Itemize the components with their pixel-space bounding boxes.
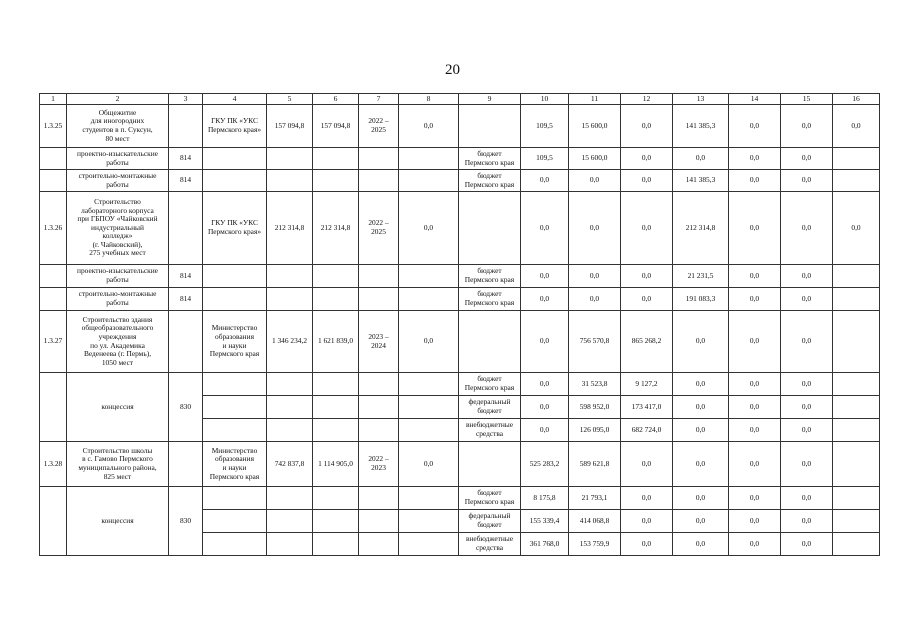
table-cell: Министерство образования и науки Пермского края (203, 442, 267, 487)
table-cell: 814 (169, 265, 203, 288)
amount-cell: 9 127,2 (621, 373, 673, 396)
table-cell (267, 487, 313, 510)
table-cell (359, 170, 399, 192)
amount-cell: 0,0 (781, 533, 833, 556)
kbk-code: 830 (169, 487, 203, 556)
table-cell: 0,0 (621, 442, 673, 487)
table-cell (203, 487, 267, 510)
table-cell (359, 487, 399, 510)
funding-source: внебюджетные средства (459, 533, 521, 556)
table-cell (267, 373, 313, 396)
table-cell: 0,0 (729, 442, 781, 487)
table-cell (169, 311, 203, 373)
table-cell (267, 419, 313, 442)
table-cell: 0,0 (833, 105, 880, 148)
table-cell: 15 600,0 (569, 148, 621, 170)
column-header: 5 (267, 94, 313, 105)
table-cell (359, 510, 399, 533)
amount-cell: 0,0 (621, 487, 673, 510)
table-cell: бюджет Пермского края (459, 170, 521, 192)
table-cell (359, 419, 399, 442)
table-cell: 0,0 (621, 170, 673, 192)
table-cell (203, 288, 267, 311)
amount-cell: 0,0 (673, 419, 729, 442)
table-cell (833, 487, 880, 510)
amount-cell: 0,0 (673, 487, 729, 510)
column-header: 1 (40, 94, 67, 105)
table-cell: 525 283,2 (521, 442, 569, 487)
column-header: 3 (169, 94, 203, 105)
amount-cell: 414 068,8 (569, 510, 621, 533)
table-cell (203, 373, 267, 396)
table-cell: 742 837,8 (267, 442, 313, 487)
table-cell (359, 533, 399, 556)
table-row (40, 288, 880, 311)
amount-cell: 0,0 (673, 510, 729, 533)
table-cell: 0,0 (399, 192, 459, 265)
table-cell: 141 385,3 (673, 105, 729, 148)
table-cell (313, 533, 359, 556)
table-cell: 814 (169, 148, 203, 170)
table-cell (399, 419, 459, 442)
table-cell: 0,0 (729, 148, 781, 170)
amount-cell: 0,0 (729, 487, 781, 510)
table-cell (169, 442, 203, 487)
table-cell: 0,0 (521, 288, 569, 311)
table-cell: 0,0 (621, 265, 673, 288)
table-cell (313, 170, 359, 192)
table-cell: 109,5 (521, 105, 569, 148)
table-cell: 2022 – 2025 (359, 192, 399, 265)
table-cell (399, 373, 459, 396)
table-cell (40, 148, 67, 170)
amount-cell: 126 095,0 (569, 419, 621, 442)
amount-cell: 173 417,0 (621, 396, 673, 419)
table-cell (833, 265, 880, 288)
table-cell: 0,0 (569, 192, 621, 265)
table-cell (833, 442, 880, 487)
table-cell: 212 314,8 (313, 192, 359, 265)
table-cell: 0,0 (621, 148, 673, 170)
amount-cell: 0,0 (729, 533, 781, 556)
table-cell (203, 510, 267, 533)
table-cell: 0,0 (399, 311, 459, 373)
table-cell: Строительство школы в с. Гамово Пермского муниципального района, 825 мест (67, 442, 169, 487)
table-cell (313, 487, 359, 510)
table-cell: ГКУ ПК «УКС Пермского края» (203, 192, 267, 265)
table-cell (313, 148, 359, 170)
column-header: 9 (459, 94, 521, 105)
table-cell (833, 148, 880, 170)
table-row (40, 373, 880, 396)
table-cell: 15 600,0 (569, 105, 621, 148)
table-cell (267, 265, 313, 288)
table-cell: 0,0 (729, 192, 781, 265)
table-cell: Строительство здания общеобразовательного учреждения по ул. Академика Веденеева (г. Пермь), 1050 мест (67, 311, 169, 373)
table-cell: 0,0 (399, 442, 459, 487)
table-cell (399, 148, 459, 170)
table-cell (203, 396, 267, 419)
amount-cell: 0,0 (781, 487, 833, 510)
amount-cell: 21 793,1 (569, 487, 621, 510)
table-cell: Строительство лабораторного корпуса при ГБПОУ «Чайковский индустриальный колледж» (г. Чайковский), 275 учебных мест (67, 192, 169, 265)
table-cell (203, 170, 267, 192)
table-row (40, 105, 880, 148)
table-cell (399, 170, 459, 192)
concession-label: концессия (67, 373, 169, 442)
table-cell (359, 373, 399, 396)
amount-cell: 0,0 (521, 396, 569, 419)
table-cell (459, 105, 521, 148)
table-cell (459, 311, 521, 373)
table-cell (267, 533, 313, 556)
table-cell: 0,0 (521, 311, 569, 373)
table-cell (359, 288, 399, 311)
amount-cell: 31 523,8 (569, 373, 621, 396)
table-cell: 157 094,8 (267, 105, 313, 148)
table-cell: 0,0 (781, 311, 833, 373)
table-cell (203, 265, 267, 288)
amount-cell: 0,0 (673, 533, 729, 556)
funding-source: бюджет Пермского края (459, 373, 521, 396)
table-cell: 2022 – 2025 (359, 105, 399, 148)
table-cell (359, 396, 399, 419)
table-cell (833, 396, 880, 419)
column-header: 10 (521, 94, 569, 105)
table-cell (459, 442, 521, 487)
funding-source: федеральный бюджет (459, 510, 521, 533)
table-cell (399, 396, 459, 419)
table-cell: 2023 – 2024 (359, 311, 399, 373)
table-cell: 865 268,2 (621, 311, 673, 373)
column-header: 13 (673, 94, 729, 105)
table-cell (359, 148, 399, 170)
table-cell (313, 373, 359, 396)
amount-cell: 0,0 (673, 373, 729, 396)
table-row (40, 148, 880, 170)
amount-cell: 155 339,4 (521, 510, 569, 533)
table-cell (399, 533, 459, 556)
table-cell (399, 265, 459, 288)
table-cell (833, 373, 880, 396)
table-cell: бюджет Пермского края (459, 265, 521, 288)
table-cell (359, 265, 399, 288)
amount-cell: 0,0 (729, 510, 781, 533)
table-cell: 1.3.28 (40, 442, 67, 487)
table-cell: 2022 – 2023 (359, 442, 399, 487)
amount-cell: 0,0 (729, 419, 781, 442)
amount-cell: 0,0 (781, 373, 833, 396)
table-cell: 157 094,8 (313, 105, 359, 148)
column-header: 2 (67, 94, 169, 105)
table-cell: 21 231,5 (673, 265, 729, 288)
amount-cell: 0,0 (521, 373, 569, 396)
table-cell: 1 346 234,2 (267, 311, 313, 373)
amount-cell: 0,0 (673, 396, 729, 419)
column-header: 8 (399, 94, 459, 105)
table-cell: 1 114 905,0 (313, 442, 359, 487)
amount-cell: 682 724,0 (621, 419, 673, 442)
table-cell (313, 265, 359, 288)
table-cell (833, 419, 880, 442)
column-header: 11 (569, 94, 621, 105)
table-cell: 0,0 (621, 288, 673, 311)
table-cell: 1 621 839,0 (313, 311, 359, 373)
funding-source: внебюджетные средства (459, 419, 521, 442)
amount-cell: 0,0 (781, 396, 833, 419)
table-cell: бюджет Пермского края (459, 148, 521, 170)
table-cell (169, 105, 203, 148)
table-cell: 0,0 (781, 288, 833, 311)
table-cell: 1.3.27 (40, 311, 67, 373)
table-cell (40, 373, 67, 442)
table-cell: 0,0 (521, 170, 569, 192)
table-cell: 814 (169, 170, 203, 192)
table-cell: 814 (169, 288, 203, 311)
table-cell: 0,0 (729, 170, 781, 192)
table-cell: 0,0 (729, 288, 781, 311)
funding-source: бюджет Пермского края (459, 487, 521, 510)
amount-cell: 0,0 (729, 396, 781, 419)
concession-label: концессия (67, 487, 169, 556)
table-cell (833, 311, 880, 373)
budget-table (39, 93, 880, 556)
table-cell: 0,0 (781, 170, 833, 192)
table-cell: 0,0 (673, 311, 729, 373)
table-cell (267, 148, 313, 170)
table-cell: 0,0 (729, 105, 781, 148)
table-row (40, 311, 880, 373)
table-cell: Министерство образования и науки Пермского края (203, 311, 267, 373)
table-cell (203, 419, 267, 442)
table-cell: 0,0 (569, 265, 621, 288)
table-cell (313, 419, 359, 442)
column-header: 4 (203, 94, 267, 105)
table-cell: 0,0 (781, 105, 833, 148)
table-cell: проектно-изыскательские работы (67, 148, 169, 170)
table-row (40, 265, 880, 288)
amount-cell: 0,0 (521, 419, 569, 442)
table-cell (399, 510, 459, 533)
table-cell: 0,0 (621, 192, 673, 265)
table-cell (313, 288, 359, 311)
table-cell: 0,0 (673, 148, 729, 170)
table-cell: Общежитие для иногородних студентов в п. Суксун, 80 мест (67, 105, 169, 148)
table-row (40, 170, 880, 192)
table-cell (313, 396, 359, 419)
column-header: 12 (621, 94, 673, 105)
funding-source: федеральный бюджет (459, 396, 521, 419)
table-cell: проектно-изыскательские работы (67, 265, 169, 288)
table-cell (459, 192, 521, 265)
table-cell: 0,0 (781, 265, 833, 288)
column-header: 7 (359, 94, 399, 105)
table-cell: 589 621,8 (569, 442, 621, 487)
amount-cell: 0,0 (781, 419, 833, 442)
table-cell (267, 510, 313, 533)
table-cell: 212 314,8 (673, 192, 729, 265)
table-cell: 1.3.26 (40, 192, 67, 265)
table-cell: 0,0 (781, 148, 833, 170)
amount-cell: 0,0 (729, 373, 781, 396)
table-cell (40, 288, 67, 311)
table-cell (40, 265, 67, 288)
table-cell: бюджет Пермского края (459, 288, 521, 311)
column-header: 15 (781, 94, 833, 105)
table-cell: 0,0 (673, 442, 729, 487)
table-cell: 0,0 (399, 105, 459, 148)
amount-cell: 0,0 (781, 510, 833, 533)
table-cell: 0,0 (833, 192, 880, 265)
table-cell (203, 533, 267, 556)
table-row (40, 442, 880, 487)
column-header: 14 (729, 94, 781, 105)
table-row (40, 487, 880, 510)
amount-cell: 0,0 (621, 510, 673, 533)
table-cell (40, 170, 67, 192)
table-cell (267, 170, 313, 192)
table-cell: 0,0 (521, 265, 569, 288)
table-cell (203, 148, 267, 170)
amount-cell: 361 768,0 (521, 533, 569, 556)
table-cell (267, 396, 313, 419)
table-cell: 191 083,3 (673, 288, 729, 311)
amount-cell: 0,0 (621, 533, 673, 556)
table-cell (40, 487, 67, 556)
amount-cell: 598 952,0 (569, 396, 621, 419)
amount-cell: 8 175,8 (521, 487, 569, 510)
table-cell: 0,0 (781, 442, 833, 487)
table-cell: строительно-монтажные работы (67, 170, 169, 192)
table-cell: 109,5 (521, 148, 569, 170)
table-cell (833, 170, 880, 192)
table-cell: 0,0 (729, 311, 781, 373)
table-cell: 756 570,8 (569, 311, 621, 373)
table-cell: строительно-монтажные работы (67, 288, 169, 311)
table-cell (313, 510, 359, 533)
table-cell: 0,0 (729, 265, 781, 288)
table-cell (399, 288, 459, 311)
table-row (40, 192, 880, 265)
page-number: 20 (445, 62, 460, 78)
table-cell: 0,0 (569, 288, 621, 311)
kbk-code: 830 (169, 373, 203, 442)
table-cell (833, 288, 880, 311)
table-cell: 0,0 (521, 192, 569, 265)
table-cell (169, 192, 203, 265)
table-cell: 141 385,3 (673, 170, 729, 192)
table-cell: 0,0 (621, 105, 673, 148)
table-cell: 0,0 (781, 192, 833, 265)
table-cell: 212 314,8 (267, 192, 313, 265)
table-cell: ГКУ ПК «УКС Пермского края» (203, 105, 267, 148)
table-cell (399, 487, 459, 510)
amount-cell: 153 759,9 (569, 533, 621, 556)
column-header: 16 (833, 94, 880, 105)
table-cell: 1.3.25 (40, 105, 67, 148)
header-row (40, 94, 880, 105)
table-cell: 0,0 (569, 170, 621, 192)
column-header: 6 (313, 94, 359, 105)
table-cell (833, 510, 880, 533)
table-cell (833, 533, 880, 556)
table-cell (267, 288, 313, 311)
